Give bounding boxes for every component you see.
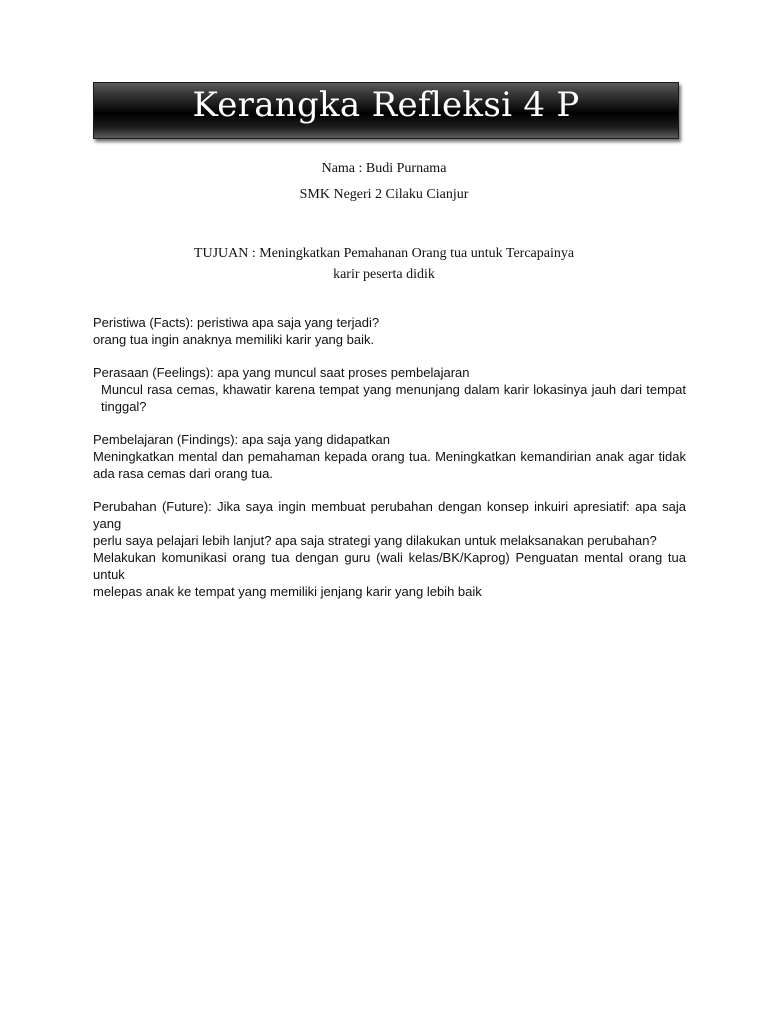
section-peristiwa — [93, 314, 686, 348]
perasaan-question: Perasaan (Feelings): apa yang muncul saat proses pembelajaran — [93, 365, 470, 380]
school-name: SMK Negeri 2 Cilaku Cianjur — [299, 187, 469, 202]
perubahan-question-line-1: Perubahan (Future): Jika saya ingin membuat perubahan dengan konsep inkuiri apresiatif: apa saja yang — [93, 499, 686, 531]
perubahan-answer-line-1: Melakukan komunikasi orang tua dengan guru (wali kelas/BK/Kaprog) Penguatan mental orang tua untuk — [93, 550, 686, 582]
peristiwa-question: Peristiwa (Facts): peristiwa apa saja yang terjadi? — [93, 315, 380, 330]
section-perasaan — [93, 364, 686, 415]
perubahan-question-line-2: perlu saya pelajari lebih lanjut? apa saja strategi yang dilakukan untuk melaksanakan perubahan? — [93, 533, 657, 548]
section-pembelajaran — [93, 431, 686, 482]
perasaan-answer-line-2: tinggal? — [101, 399, 147, 414]
author-name: Nama : Budi Purnama — [321, 161, 447, 176]
perubahan-answer-line-2: melepas anak ke tempat yang memiliki jenjang karir yang lebih baik — [93, 584, 482, 599]
peristiwa-answer: orang tua ingin anaknya memiliki karir yang baik. — [93, 332, 375, 347]
perasaan-answer-line-1: Muncul rasa cemas, khawatir karena tempat yang menunjang dalam karir lokasinya jauh dari tempat — [101, 382, 686, 397]
title-banner — [93, 82, 679, 139]
objective-line-1: TUJUAN : Meningkatkan Pemahanan Orang tua untuk Tercapainya — [193, 246, 575, 261]
objective-line-2: karir peserta didik — [333, 267, 435, 282]
document-title: Kerangka Refleksi 4 P — [192, 85, 580, 125]
section-perubahan — [93, 498, 686, 600]
pembelajaran-question: Pembelajaran (Findings): apa saja yang didapatkan — [93, 432, 391, 447]
pembelajaran-answer-line-1: Meningkatkan mental dan pemahaman kepada orang tua. Meningkatkan kemandirian anak agar tidak — [93, 449, 686, 464]
pembelajaran-answer-line-2: ada rasa cemas dari orang tua. — [93, 466, 273, 481]
